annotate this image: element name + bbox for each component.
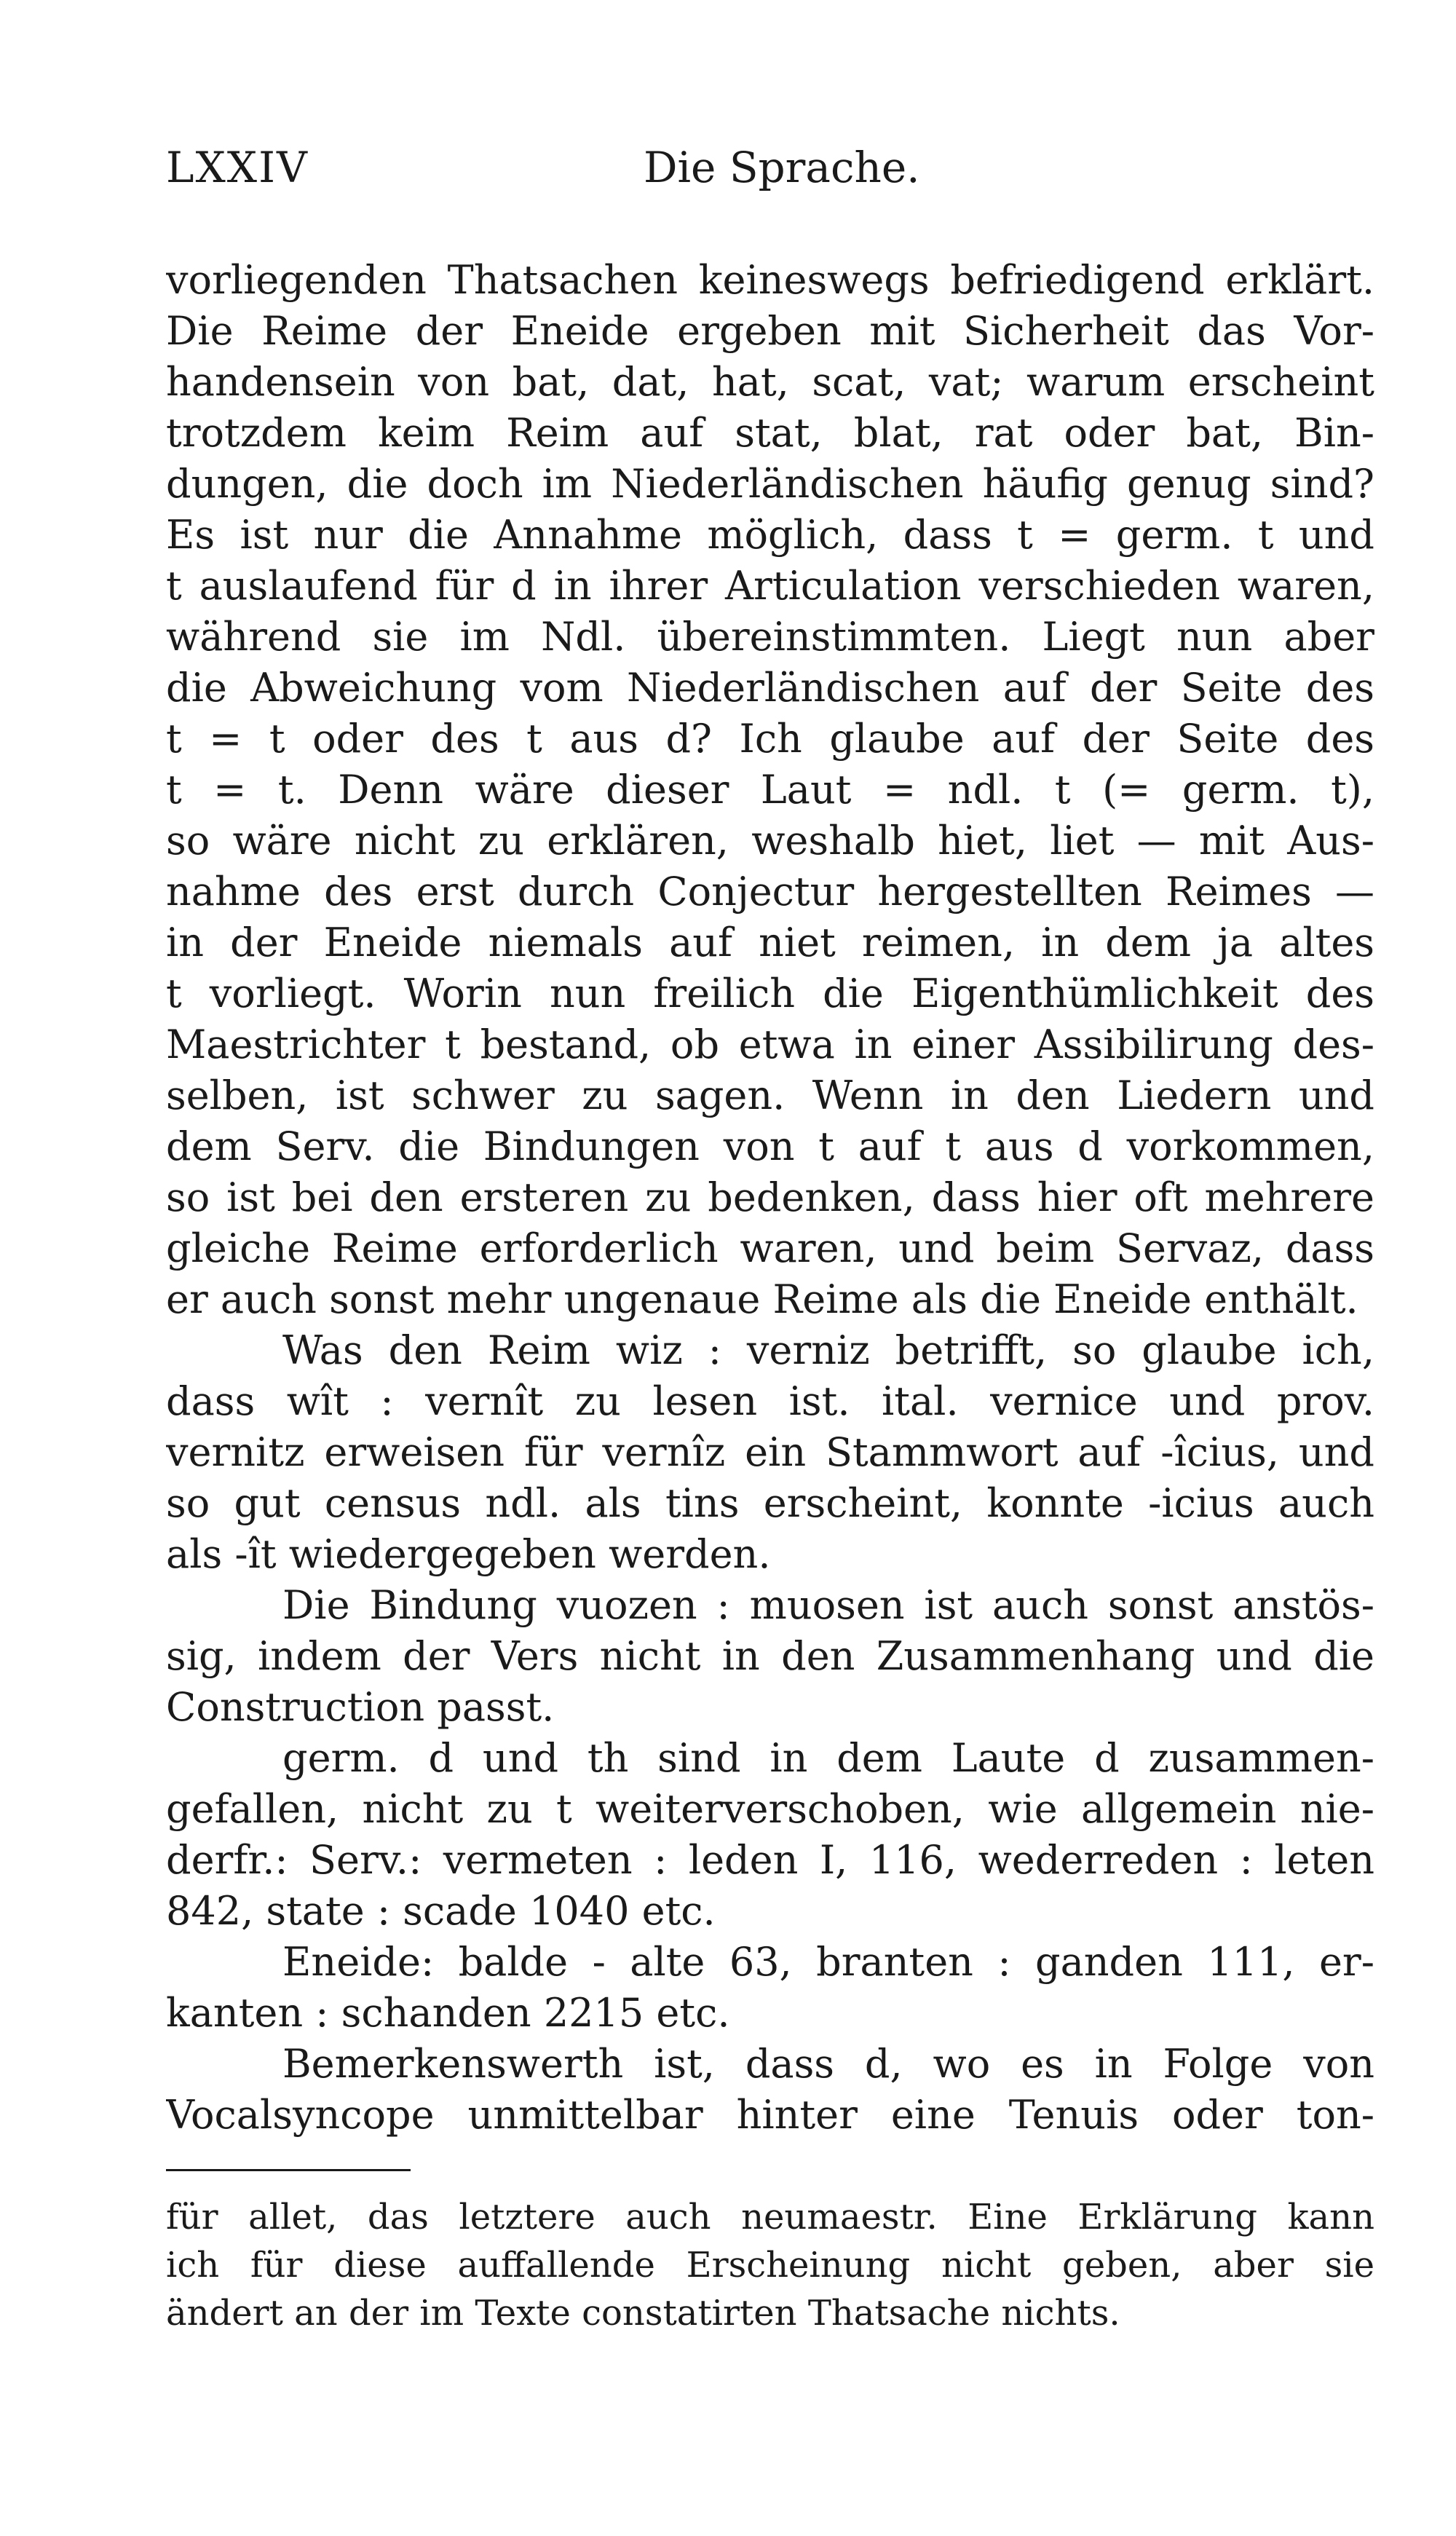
text-line: 842, state : scade 1040 etc. — [166, 1888, 716, 1934]
text-line: dungen, die doch im Niederländischen häufig genug sind? — [166, 461, 1374, 507]
text-line: gleiche Reime erforderlich waren, und beim Servaz, dass — [166, 1225, 1374, 1271]
text-line: sig, indem der Vers nicht in den Zusammenhang und die — [166, 1633, 1374, 1679]
text-line: Bemerkenswerth ist, dass d, wo es in Folge von — [282, 2041, 1374, 2087]
text-line: so ist bei den ersteren zu bedenken, dass hier oft mehrere — [166, 1174, 1374, 1220]
text-line: so gut census ndl. als tins erscheint, konnte -icius auch — [166, 1480, 1374, 1526]
text-line: Maestrichter t bestand, ob etwa in einer Assibilirung des- — [166, 1022, 1374, 1067]
text-line: so wäre nicht zu erklären, weshalb hiet, liet — mit Aus- — [166, 818, 1374, 864]
text-line: vernitz erweisen für vernîz ein Stammwort auf -îcius, und — [166, 1429, 1374, 1475]
text-line: in der Eneide niemals auf niet reimen, in dem ja altes — [166, 920, 1374, 965]
text-line: kanten : schanden 2215 etc. — [166, 1990, 730, 2036]
page-number: LXXIV — [166, 143, 309, 192]
page-header — [166, 143, 1374, 208]
footnote-line: ich für diese auffallende Erscheinung nicht geben, aber sie — [166, 2245, 1374, 2286]
text-line: er auch sonst mehr ungenaue Reime als die Eneide enthält. — [166, 1276, 1358, 1322]
text-line: gefallen, nicht zu t weiterverschoben, wie allgemein nie- — [166, 1786, 1374, 1832]
footnote — [166, 2193, 1374, 2337]
text-line: Es ist nur die Annahme möglich, dass t = germ. t und — [166, 512, 1374, 558]
footnote-rule — [166, 2169, 411, 2171]
text-line: trotzdem keim Reim auf stat, blat, rat oder bat, Bin- — [166, 410, 1374, 456]
text-line: dem Serv. die Bindungen von t auf t aus d vorkommen, — [166, 1123, 1374, 1169]
text-line: selben, ist schwer zu sagen. Wenn in den Liedern und — [166, 1073, 1374, 1118]
text-line: handensein von bat, dat, hat, scat, vat; warum erscheint — [166, 359, 1374, 405]
running-title: Die Sprache. — [644, 143, 920, 192]
text-line: Construction passt. — [166, 1684, 555, 1730]
text-line: die Abweichung vom Niederländischen auf der Seite des — [166, 665, 1374, 711]
text-line: t vorliegt. Worin nun freilich die Eigenthümlichkeit des — [166, 971, 1374, 1016]
text-line: vorliegenden Thatsachen keineswegs befriedigend erklärt. — [166, 257, 1374, 303]
text-line: t = t. Denn wäre dieser Laut = ndl. t (= germ. t), — [166, 767, 1374, 813]
text-line: Die Bindung vuozen : muosen ist auch sonst anstös- — [282, 1582, 1374, 1628]
text-line: Vocalsyncope unmittelbar hinter eine Tenuis oder ton- — [166, 2092, 1374, 2138]
text-line: nahme des erst durch Conjectur hergestellten Reimes — — [166, 869, 1374, 915]
text-line: germ. d und th sind in dem Laute d zusammen- — [282, 1735, 1374, 1781]
text-line: dass wît : vernît zu lesen ist. ital. vernice und prov. — [166, 1378, 1374, 1424]
text-line: derfr.: Serv.: vermeten : leden I, 116, wederreden : leten — [166, 1837, 1374, 1883]
text-line: t auslaufend für d in ihrer Articulation verschieden waren, — [166, 563, 1374, 609]
main-text — [166, 255, 1374, 2141]
text-line: Eneide: balde - alte 63, branten : ganden 111, er- — [282, 1939, 1374, 1985]
text-line: Die Reime der Eneide ergeben mit Sicherheit das Vor- — [166, 308, 1374, 354]
text-line: t = t oder des t aus d? Ich glaube auf der Seite des — [166, 716, 1374, 762]
text-line: als -ît wiedergegeben werden. — [166, 1531, 771, 1577]
text-line: Was den Reim wiz : verniz betrifft, so glaube ich, — [282, 1327, 1374, 1373]
footnote-line: ändert an der im Texte constatirten Thatsache nichts. — [166, 2293, 1120, 2334]
text-line: während sie im Ndl. übereinstimmten. Liegt nun aber — [166, 614, 1374, 660]
footnote-line: für allet, das letztere auch neumaestr. Eine Erklärung kann — [166, 2197, 1374, 2237]
